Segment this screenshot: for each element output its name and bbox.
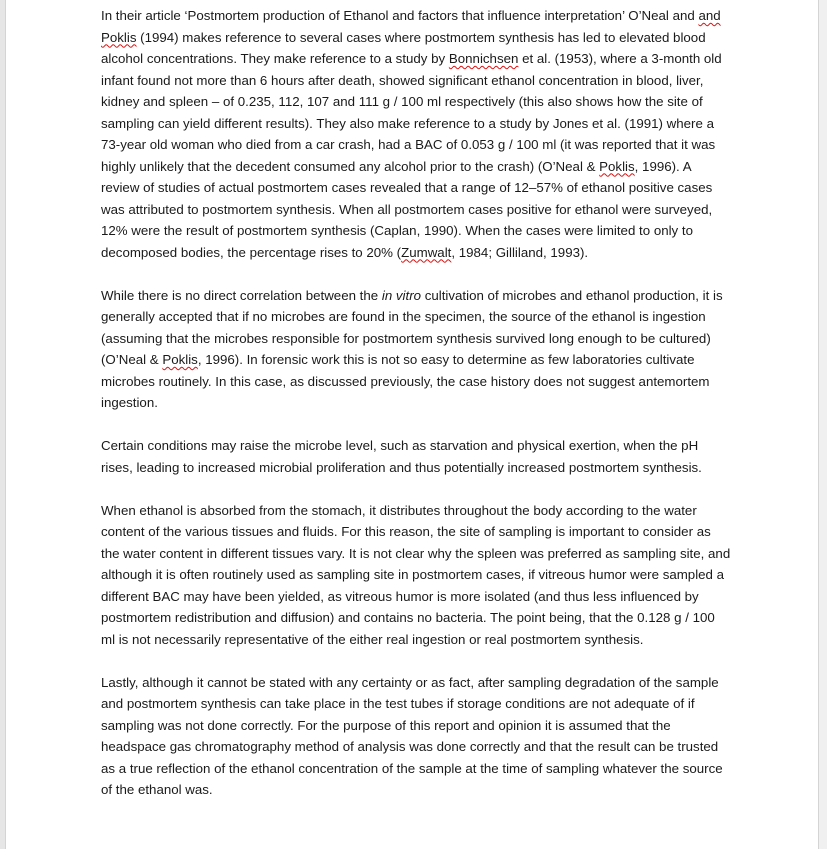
text-run: In their article ‘Postmortem production of Ethanol and factors that influence interpretation’ O’Neal and xyxy=(101,8,699,23)
text-run: Lastly, although it cannot be stated with any certainty or as fact, after sampling degradation of the sample and postmortem synthesis can take place in the test tubes if storage conditions are not adequate of if sampling was not done correctly. For the purpose of this report and opinion it is assumed that the headspace gas chromatography method of analysis was done correctly and that the result can be trusted as a true reflection of the ethanol concentration of the sample at the time of sampling whatever the source of the ethanol was. xyxy=(101,674,723,797)
text-run: cultivation of microbes and ethanol production, it is generally accepted that if no microbes are found in the specimen, the source of the ethanol is ingestion (assuming that the microbes responsible for postmortem synthesis survived long enough to be cultured) (O’Neal & xyxy=(101,287,723,367)
spellcheck-flagged-word[interactable]: Bonnichsen xyxy=(448,51,519,66)
paragraph-2[interactable] xyxy=(101,285,731,414)
paragraph-1[interactable] xyxy=(101,5,731,263)
spellcheck-flagged-word[interactable]: and xyxy=(698,8,721,23)
text-run: (1994) makes reference to several cases where postmortem synthesis has led to elevated blood alcohol concentrations. They make reference to a study by xyxy=(101,29,706,66)
paragraph-5[interactable] xyxy=(101,672,731,801)
text-run: et al. (1953), where a 3-month old infant found not more than 6 hours after death, showed significant ethanol concentration in blood, liver, kidney and spleen – of 0.235, 112, 107 and 111 g / 100 ml respectively (this also shows how the site of sampling can yield different results). They also make reference to a study by Jones et al. (1991) where a 73-year old woman who died from a car crash, had a BAC of 0.053 g / 100 ml (it was reported that it was highly unlikely that the decedent consumed any alcohol prior to the crash) (O’Neal & xyxy=(101,51,722,174)
text-run: While there is no direct correlation between the xyxy=(101,287,382,303)
text-run: , 1984; Gilliland, 1993). xyxy=(451,244,589,260)
paragraph-4[interactable] xyxy=(101,500,731,651)
spellcheck-flagged-word[interactable]: Poklis xyxy=(599,158,635,174)
spellcheck-flagged-word[interactable]: Zumwalt xyxy=(401,244,452,260)
document-body[interactable] xyxy=(101,5,731,822)
text-run: , 1996). In forensic work this is not so easy to determine as few laboratories cultivate microbes routinely. In this case, as discussed previously, the case history does not suggest antemortem ingestion. xyxy=(101,352,710,410)
document-page[interactable] xyxy=(5,0,819,849)
spellcheck-flagged-word[interactable]: Poklis xyxy=(101,29,137,45)
paragraph-3[interactable] xyxy=(101,435,731,478)
spellcheck-flagged-word[interactable]: Poklis xyxy=(162,352,198,367)
text-run: , 1996). A review of studies of actual postmortem cases revealed that a range of 12–57% of ethanol positive cases was attributed to postmortem synthesis. When all postmortem cases positive for ethanol were surveyed, 12% were the result of postmortem synthesis (Caplan, 1990). When the cases were limited to only to decomposed bodies, the percentage rises to 20% ( xyxy=(101,158,713,260)
text-run: Certain conditions may raise the microbe level, such as starvation and physical exertion, when the pH rises, leading to increased microbial proliferation and thus potentially increased postmortem synthesis. xyxy=(101,438,702,475)
text-run: When ethanol is absorbed from the stomach, it distributes throughout the body according to the water content of the various tissues and fluids. For this reason, the site of sampling is important to consider as the water content in different tissues vary. It is not clear why the spleen was preferred as sampling site, and although it is often routinely used as sampling site in postmortem cases, if vitreous humor were sampled a different BAC may have been yielded, as vitreous humor is more isolated (and thus less influenced by postmortem redistribution and diffusion) and contains no bacteria. The point being, that the 0.128 g / 100 ml is not necessarily representative of the either real ingestion or real postmortem synthesis. xyxy=(101,502,731,647)
italic-text: in vitro xyxy=(381,287,422,303)
window-edge xyxy=(819,0,827,849)
